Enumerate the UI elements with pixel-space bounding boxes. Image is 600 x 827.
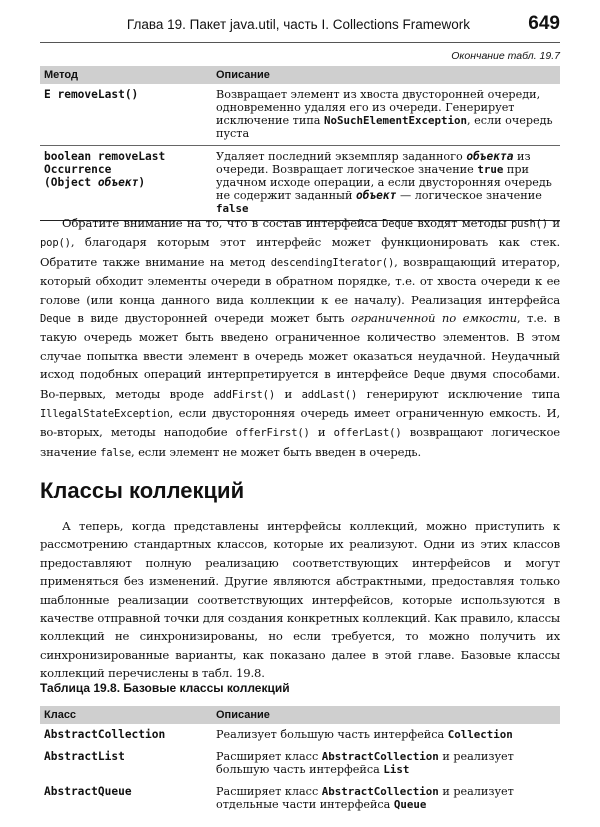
class-name: AbstractList	[44, 750, 125, 763]
section-heading: Классы коллекций	[40, 478, 245, 503]
column-header-class: Класс	[40, 706, 212, 724]
class-description: Расширяет класс AbstractCollection и реализует отдельные части интерфейса Queue	[216, 785, 514, 811]
page-number: 649	[528, 13, 560, 34]
header-rule	[40, 42, 560, 43]
running-header	[40, 12, 560, 40]
class-name: AbstractCollection	[44, 728, 166, 741]
column-header-description: Описание	[212, 66, 560, 84]
collection-classes-table	[40, 706, 560, 816]
table-header-row	[40, 706, 560, 724]
body-paragraph-classes: А теперь, когда представлены интерфейсы коллекций, можно приступить к рассмотрению стандартных классов, которые их реализуют. Одни из этих классов предоставляют полную реализацию соответствующих интерфейсов и могут применяться без изменений. Другие являются абстрактными, предоставляя только шаблонные реализации соответствующих интерфейсов, которые используются в качестве отправной точки для создания конкретных коллекций. Как правило, классы коллекций не синхронизированы, но если требуется, то можно получить их синхронизированные варианты, как показано далее в этой главе. Базовые классы коллекций перечислены в табл. 19.8.	[40, 519, 560, 681]
body-paragraph-deque: Обратите внимание на то, что в состав интерфейса Deque входят методы push() и pop(), благодаря которым этот интерфейс может функционировать как стек. Обратите также внимание на метод descendingIterator(), возвращающий итератор, который обходит элементы очереди в обратном порядке, т.е. от хвоста очереди к ее голове (или конца данного вида коллекции к ее началу). Реализация интерфейса Deque в виде двусторонней очереди может быть ограниченной по емкости, т.е. в такую очередь может быть введено ограниченное количество элементов. В этом случае попытка ввести элемент в очередь может оказаться неудачной. Неудачный исход подобных операций интерпретируется в интерфейсе Deque двумя способами. Во-первых, методы вроде addFirst() и addLast() генерируют исключение типа IllegalStateException, если двусторонняя очередь имеет ограниченную емкость. И, во-вторых, методы наподобие offerFirst() и offerLast() возвращают логическое значение false, если элемент не может быть введен в очередь.	[40, 216, 561, 459]
class-description: Реализует большую часть интерфейса Collection	[216, 728, 513, 741]
table-row	[40, 781, 560, 816]
method-description: Возвращает элемент из хвоста двусторонней очереди, одновременно удаляя его из очереди. Генерирует исключение типа NoSuchElementException, если очередь пуста	[212, 84, 560, 146]
chapter-title: Глава 19. Пакет java.util, часть I. Collections Framework	[126, 17, 470, 32]
table-row	[40, 746, 560, 781]
column-header-method: Метод	[40, 66, 212, 84]
table-continuation-caption: Окончание табл. 19.7	[451, 50, 560, 62]
class-description: Расширяет класс AbstractCollection и реализует большую часть интерфейса List	[216, 750, 514, 776]
column-header-description: Описание	[212, 706, 560, 724]
method-description: Удаляет последний экземпляр заданного объекта из очереди. Возвращает логическое значение true при удачном исходе операции, а если двусторонняя очередь не содержит заданный объект — логическое значение false	[212, 146, 560, 221]
methods-table	[40, 66, 560, 221]
method-signature: E removeLast()	[40, 84, 212, 146]
table-row	[40, 84, 560, 146]
table-caption: Таблица 19.8. Базовые классы коллекций	[40, 681, 290, 695]
method-signature: boolean removeLast Occurrence (Object объект)	[40, 146, 212, 221]
table-header-row	[40, 66, 560, 84]
table-row	[40, 146, 560, 221]
class-name: AbstractQueue	[44, 785, 132, 798]
table-row	[40, 724, 560, 746]
